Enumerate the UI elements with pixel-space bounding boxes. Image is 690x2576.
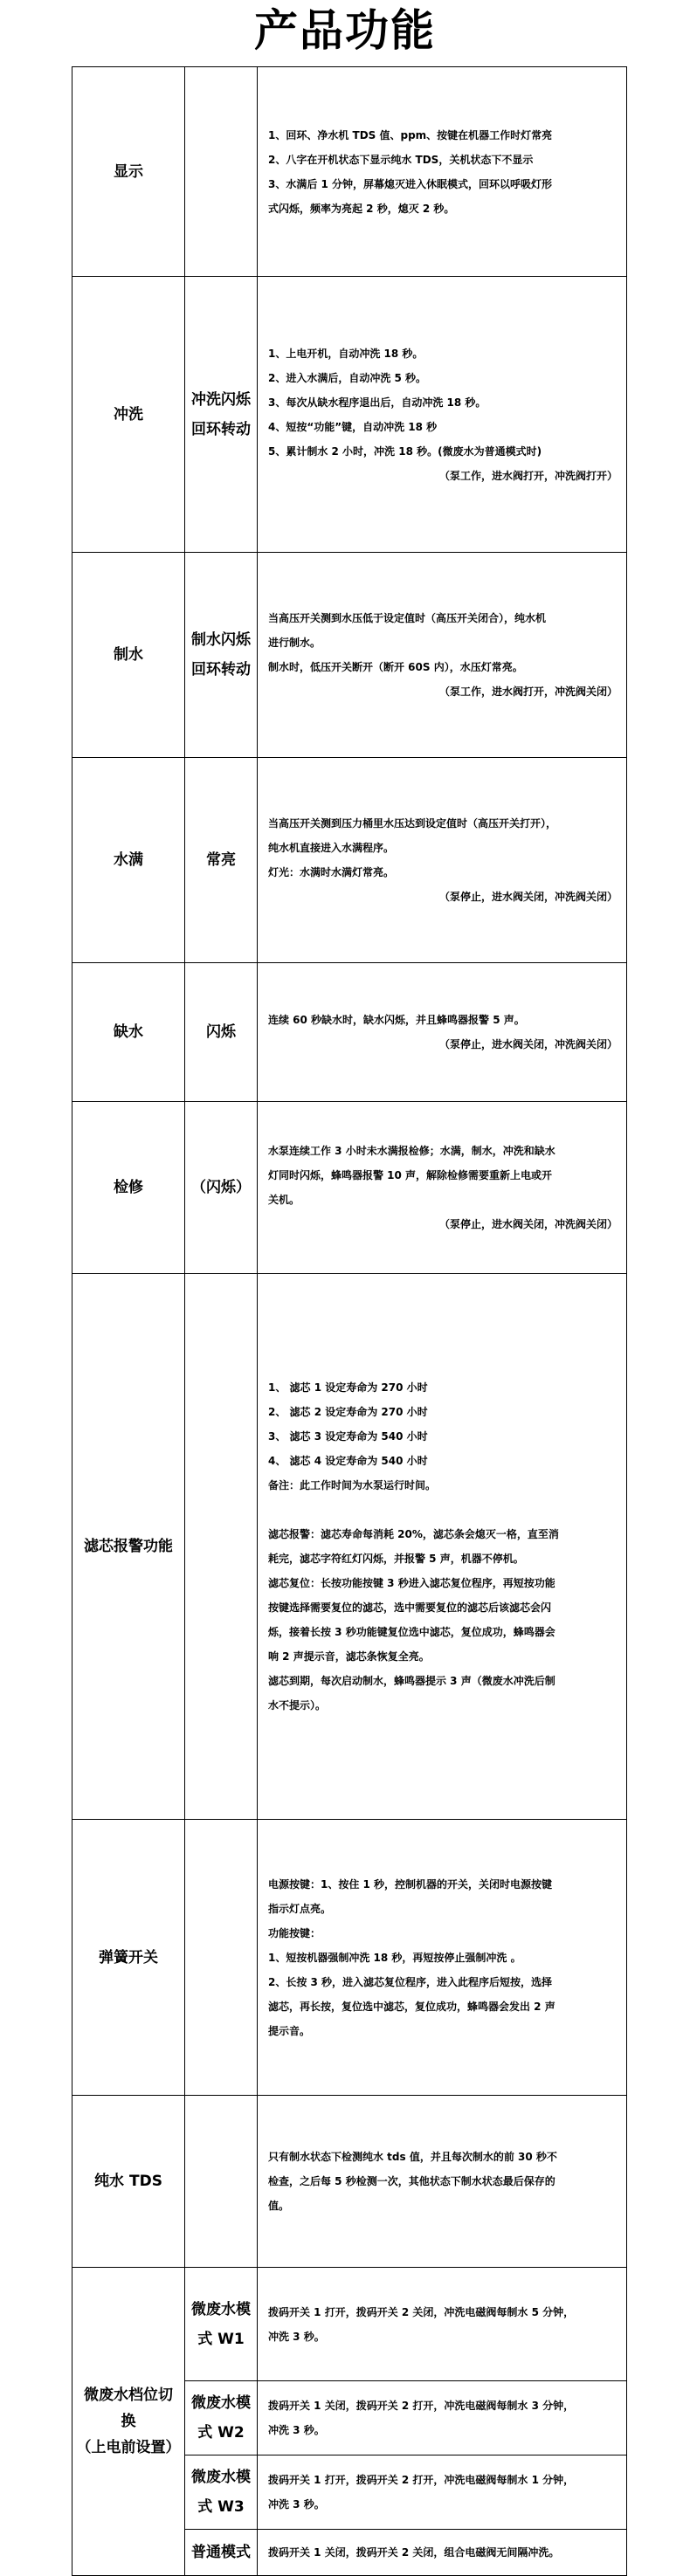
feature-name: 缺水 <box>114 1023 143 1041</box>
description-cell <box>258 553 627 758</box>
description-cell <box>258 2455 627 2530</box>
description-line: 功能按键： <box>268 1926 321 1939</box>
feature-name: 检修 <box>114 1179 143 1196</box>
description-line: 备注：此工作时间为水泵运行时间。 <box>268 1479 437 1491</box>
description-line: 灯光：水满时水满灯常亮。 <box>268 866 395 878</box>
description-cell <box>258 2268 627 2381</box>
description-line: 滤芯到期，每次启动制水，蜂鸣器提示 3 声（微废水冲洗后制 <box>268 1675 555 1687</box>
indicator-label: 回环转动 <box>191 420 251 438</box>
feature-name-cell <box>72 758 185 963</box>
indicator-label: 微废水模 <box>191 2300 251 2318</box>
indicator-label: 式 W3 <box>197 2498 245 2516</box>
feature-name: 弹簧开关 <box>99 1948 158 1966</box>
table-row-full <box>72 758 627 963</box>
description-line: 3、 滤芯 3 设定寿命为 540 小时 <box>268 1430 428 1443</box>
feature-name: 微废水档位切 <box>84 2387 173 2404</box>
table-row-display <box>72 67 627 277</box>
description-line: 1、短按机器强制冲洗 18 秒，再短按停止强制冲洗 。 <box>268 1951 521 1964</box>
description-line: 2、长按 3 秒，进入滤芯复位程序，进入此程序后短按，选择 <box>268 1975 553 1988</box>
feature-name-cell <box>72 553 185 758</box>
description-line: 冲洗 3 秒。 <box>268 2424 325 2436</box>
description-line: 2、八字在开机状态下显示纯水 TDS，关机状态下不显示 <box>268 153 534 166</box>
feature-name-cell <box>72 1274 185 1820</box>
feature-name: 纯水 TDS <box>94 2173 162 2190</box>
description-line: 1、上电开机，自动冲洗 18 秒。 <box>268 347 424 360</box>
indicator-cell <box>185 1274 258 1820</box>
valve-status-note: （泵工作，进水阀打开，冲洗阀打开） <box>438 469 618 482</box>
description-line: 5、累计制水 2 小时，冲洗 18 秒。(微废水为普通模式时) <box>268 444 542 458</box>
page-title: 产品功能 <box>254 5 436 56</box>
description-cell <box>258 2530 627 2576</box>
indicator-cell <box>185 2096 258 2268</box>
description-line: 连续 60 秒缺水时，缺水闪烁，并且蜂鸣器报警 5 声。 <box>268 1014 525 1026</box>
feature-name: 冲洗 <box>114 405 143 424</box>
indicator-label: 式 W2 <box>197 2424 245 2442</box>
description-line: 拨码开关 1 打开，拨码开关 2 打开，冲洗电磁阀每制水 1 分钟， <box>268 2474 575 2486</box>
description-cell <box>258 1102 627 1274</box>
description-line: 滤芯报警：滤芯寿命每消耗 20%，滤芯条会熄灭一格，直至消 <box>268 1528 559 1540</box>
description-line: 拨码开关 1 打开，拨码开关 2 关闭，冲洗电磁阀每制水 5 分钟， <box>268 2305 575 2318</box>
description-cell <box>258 1274 627 1820</box>
indicator-cell <box>185 277 258 553</box>
table-row-spring-switch <box>72 1820 627 2096</box>
description-line: 值。 <box>268 2200 290 2212</box>
description-line: 耗完，滤芯字符红灯闪烁，并报警 5 声，机器不停机。 <box>268 1553 524 1565</box>
indicator-cell <box>185 2455 258 2530</box>
description-cell <box>258 2381 627 2455</box>
description-line: 按键选择需要复位的滤芯，选中需要复位的滤芯后该滤芯会闪 <box>268 1601 552 1614</box>
indicator-label: 回环转动 <box>191 661 251 678</box>
table-row-lack-water <box>72 963 627 1102</box>
description-cell <box>258 963 627 1102</box>
indicator-label: 式 W1 <box>197 2330 245 2348</box>
feature-name-cell <box>72 1102 185 1274</box>
valve-status-note: （泵停止，进水阀关闭，冲洗阀关闭） <box>438 1218 618 1230</box>
indicator-cell <box>185 67 258 277</box>
description-line: 4、短按“功能”键，自动冲洗 18 秒 <box>268 420 438 433</box>
description-line: 3、每次从缺水程序退出后，自动冲洗 18 秒。 <box>268 396 486 409</box>
feature-name-cell <box>72 2096 185 2268</box>
description-line: 烁，接着长按 3 秒功能键复位选中滤芯，复位成功，蜂鸣器会 <box>268 1626 555 1638</box>
table-row-filter-alarm <box>72 1274 627 1820</box>
indicator-label: 微废水模 <box>191 2394 251 2412</box>
description-cell <box>258 67 627 277</box>
table-row-w1 <box>72 2268 627 2381</box>
description-cell <box>258 277 627 553</box>
description-line: 纯水机直接进入水满程序。 <box>268 842 395 854</box>
table-row-make-water <box>72 553 627 758</box>
indicator-cell <box>185 1820 258 2096</box>
feature-name: 显示 <box>114 162 143 181</box>
feature-name: 换 <box>121 2413 136 2430</box>
feature-name-cell <box>72 277 185 553</box>
description-line: 当高压开关测到压力桶里水压达到设定值时（高压开关打开）， <box>268 817 557 830</box>
description-line: 拨码开关 1 关闭，拨码开关 2 打开，冲洗电磁阀每制水 3 分钟， <box>268 2400 575 2412</box>
description-line: 电源按键：1、按住 1 秒，控制机器的开关，关闭时电源按键 <box>268 1877 553 1891</box>
description-line: 滤芯复位：长按功能按键 3 秒进入滤芯复位程序，再短按功能 <box>268 1577 555 1589</box>
description-line: 1、 滤芯 1 设定寿命为 270 小时 <box>268 1381 428 1394</box>
feature-name: （上电前设置） <box>76 2439 181 2456</box>
valve-status-note: （泵停止，进水阀关闭，冲洗阀关闭） <box>438 891 618 903</box>
description-line: 3、水满后 1 分钟，屏幕熄灭进入休眠模式，回环以呼吸灯形 <box>268 177 553 190</box>
indicator-cell <box>185 963 258 1102</box>
description-line: 当高压开关测到水压低于设定值时（高压开关闭合），纯水机 <box>268 612 547 624</box>
feature-name: 水满 <box>114 851 143 869</box>
description-line: 拨码开关 1 关闭，拨码开关 2 关闭，组合电磁阀无间隔冲洗。 <box>268 2546 560 2559</box>
table-row-flush <box>72 277 627 553</box>
feature-name-cell <box>72 963 185 1102</box>
description-line: 指示灯点亮。 <box>268 1902 332 1915</box>
description-line: 式闪烁，频率为亮起 2 秒，熄灭 2 秒。 <box>268 202 455 215</box>
description-line: 水不提示）。 <box>268 1699 327 1712</box>
indicator-cell <box>185 1102 258 1274</box>
function-table <box>72 66 627 2576</box>
description-line: 冲洗 3 秒。 <box>268 2498 325 2511</box>
description-cell <box>258 758 627 963</box>
description-line: 滤芯，再长按，复位选中滤芯，复位成功，蜂鸣器会发出 2 声 <box>268 2000 555 2013</box>
indicator-cell <box>185 758 258 963</box>
feature-name: 制水 <box>114 646 143 664</box>
description-line: 水泵连续工作 3 小时未水满报检修；水满，制水，冲洗和缺水 <box>268 1145 555 1157</box>
description-cell <box>258 1820 627 2096</box>
indicator-cell <box>185 553 258 758</box>
feature-name: 滤芯报警功能 <box>84 1538 173 1555</box>
description-line: 2、 滤芯 2 设定寿命为 270 小时 <box>268 1406 428 1418</box>
description-cell <box>258 2096 627 2268</box>
indicator-cell <box>185 2530 258 2576</box>
description-line: 只有制水状态下检测纯水 tds 值，并且每次制水的前 30 秒不 <box>268 2151 557 2163</box>
description-line: 关机。 <box>268 1194 300 1206</box>
table-row-pure-tds <box>72 2096 627 2268</box>
description-line: 响 2 声提示音，滤芯条恢复全亮。 <box>268 1650 430 1663</box>
indicator-label: 普通模式 <box>191 2544 251 2561</box>
feature-name-cell <box>72 2268 185 2576</box>
indicator-label: 制水闪烁 <box>191 631 251 649</box>
description-line: 4、 滤芯 4 设定寿命为 540 小时 <box>268 1455 428 1467</box>
valve-status-note: （泵停止，进水阀关闭，冲洗阀关闭） <box>438 1038 618 1050</box>
valve-status-note: （泵工作，进水阀打开，冲洗阀关闭） <box>438 685 618 698</box>
description-line: 进行制水。 <box>268 637 321 649</box>
indicator-label: 冲洗闪烁 <box>191 390 251 409</box>
description-line: 提示音。 <box>268 2024 311 2037</box>
indicator-label: （闪烁） <box>191 1179 251 1196</box>
description-line: 冲洗 3 秒。 <box>268 2330 325 2343</box>
description-line: 灯同时闪烁，蜂鸣器报警 10 声，解除检修需要重新上电或开 <box>268 1169 553 1181</box>
indicator-cell <box>185 2381 258 2455</box>
description-line: 检查，之后每 5 秒检测一次，其他状态下制水状态最后保存的 <box>268 2175 555 2187</box>
indicator-cell <box>185 2268 258 2381</box>
description-line: 制水时，低压开关断开（断开 60S 内），水压灯常亮。 <box>268 661 523 673</box>
table-row-maintenance <box>72 1102 627 1274</box>
indicator-label: 常亮 <box>206 851 236 869</box>
description-line <box>268 1498 618 1522</box>
feature-name-cell <box>72 67 185 277</box>
feature-name-cell <box>72 1820 185 2096</box>
description-line: 2、进入水满后，自动冲洗 5 秒。 <box>268 371 427 384</box>
description-line: 1、回环、净水机 TDS 值、ppm、按键在机器工作时灯常亮 <box>268 128 553 141</box>
indicator-label: 闪烁 <box>206 1023 236 1041</box>
indicator-label: 微废水模 <box>191 2469 251 2486</box>
